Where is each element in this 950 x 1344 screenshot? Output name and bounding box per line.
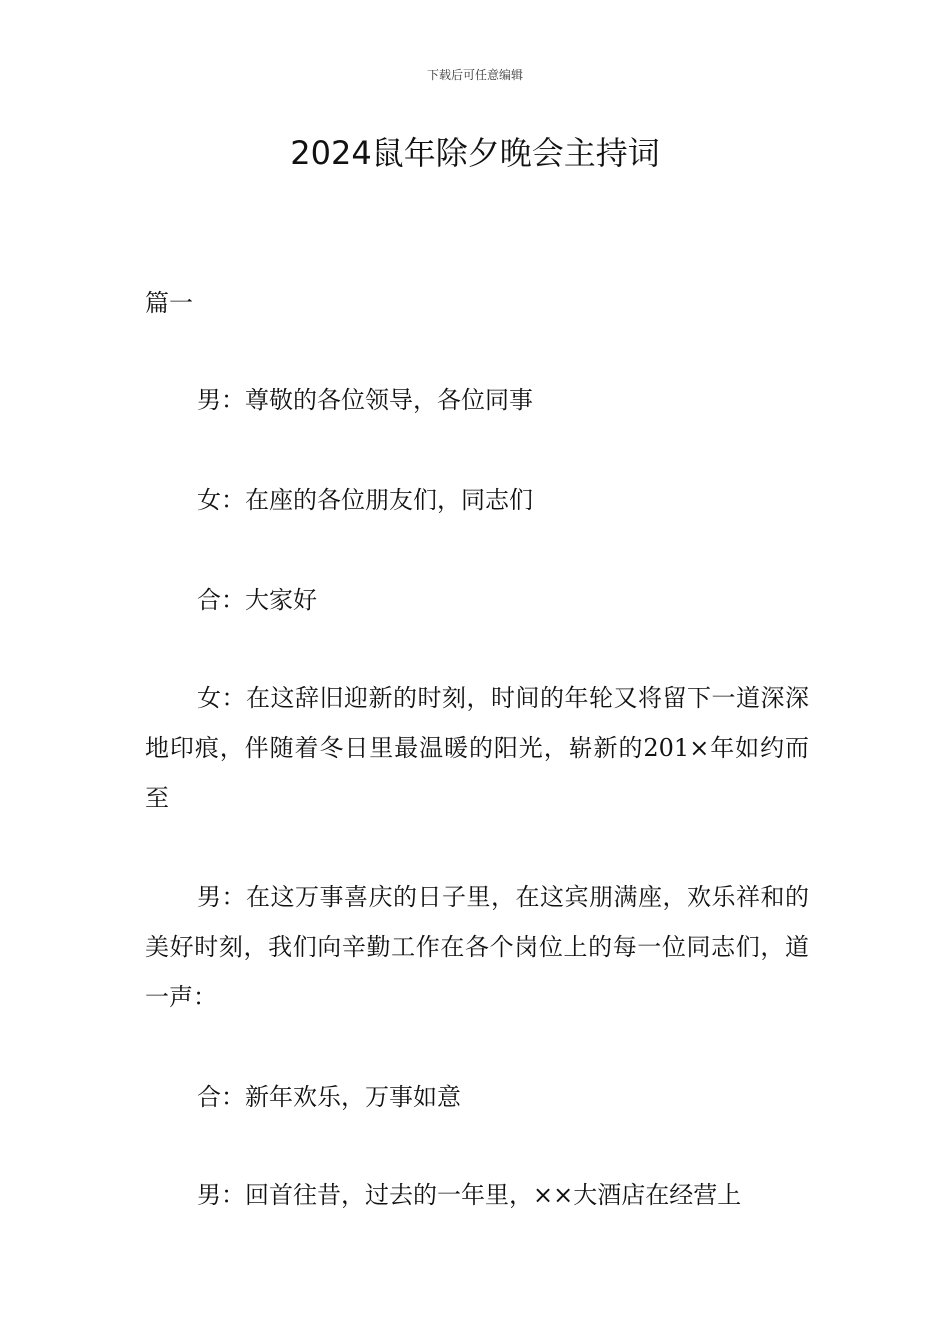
paragraph: 女：在座的各位朋友们，同志们 <box>197 486 533 514</box>
paragraph: 女：在这辞旧迎新的时刻，时间的年轮又将留下一道深深地印痕，伴随着冬日里最温暖的阳光，崭新的201×年如约而至 <box>145 684 809 812</box>
paragraph: 男：尊敬的各位领导，各位同事 <box>197 386 533 414</box>
paragraph: 合：大家好 <box>197 586 317 614</box>
paragraph: 合：新年欢乐，万事如意 <box>197 1083 461 1111</box>
section-label: 篇一 <box>145 289 193 317</box>
paragraph: 男：回首往昔，过去的一年里，××大酒店在经营上 <box>197 1181 742 1209</box>
header-note: 下载后可任意编辑 <box>426 68 523 82</box>
document-title: 2024鼠年除夕晚会主持词 <box>290 134 660 172</box>
paragraph: 男：在这万事喜庆的日子里，在这宾朋满座，欢乐祥和的美好时刻，我们向辛勤工作在各个岗位上的每一位同志们，道一声： <box>145 883 809 1011</box>
